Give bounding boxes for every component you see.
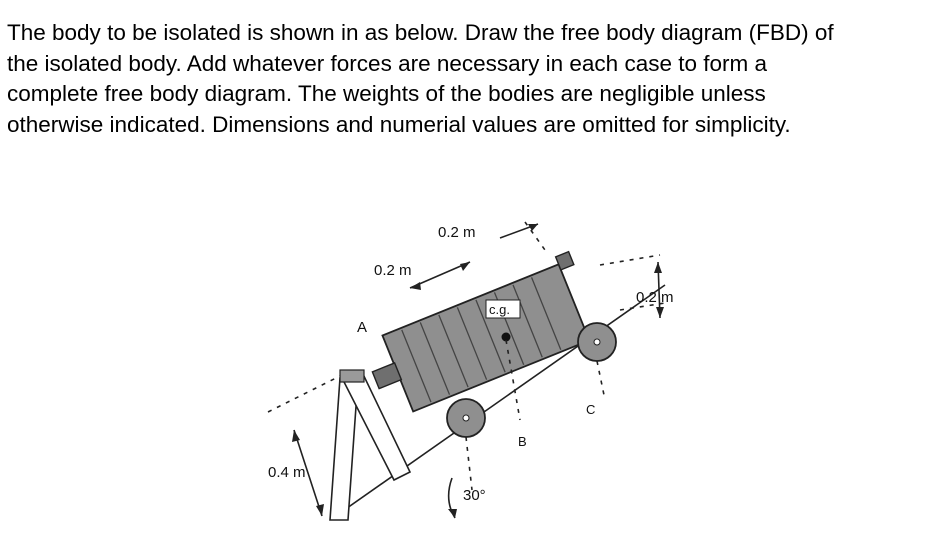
dim-height-ext: [268, 376, 340, 412]
dim-left-label: 0.2 m: [374, 262, 412, 279]
support-post: [330, 370, 410, 520]
cg-label: c.g.: [489, 302, 510, 317]
point-b-label: B: [518, 434, 527, 449]
dim-left-arrow: [410, 262, 470, 290]
angle-label: 30°: [463, 487, 486, 504]
dim-right-label: 0.2 m: [636, 289, 674, 306]
angle-arrowhead: [448, 509, 457, 518]
wheel-c-line: [597, 361, 604, 395]
dim-right-ext-top: [600, 255, 660, 265]
problem-line-3: complete free body diagram. The weights of the bodies are negligible unless: [7, 81, 766, 106]
problem-line-4: otherwise indicated. Dimensions and numerial values are omitted for simplicity.: [7, 111, 791, 137]
point-c-label: C: [586, 402, 596, 417]
wheel-c: [578, 323, 616, 361]
wheel-b: [447, 399, 485, 437]
wheel-b-line: [466, 437, 472, 490]
problem-line-2: the isolated body. Add whatever forces are necessary in each case to form a: [7, 50, 768, 76]
problem-line-1: The body to be isolated is shown in as below. Draw the free body diagram (FBD) of: [7, 20, 834, 45]
point-a-label: A: [357, 319, 368, 336]
dim-top-label: 0.2 m: [438, 224, 476, 241]
dim-height-label: 0.4 m: [268, 464, 306, 481]
